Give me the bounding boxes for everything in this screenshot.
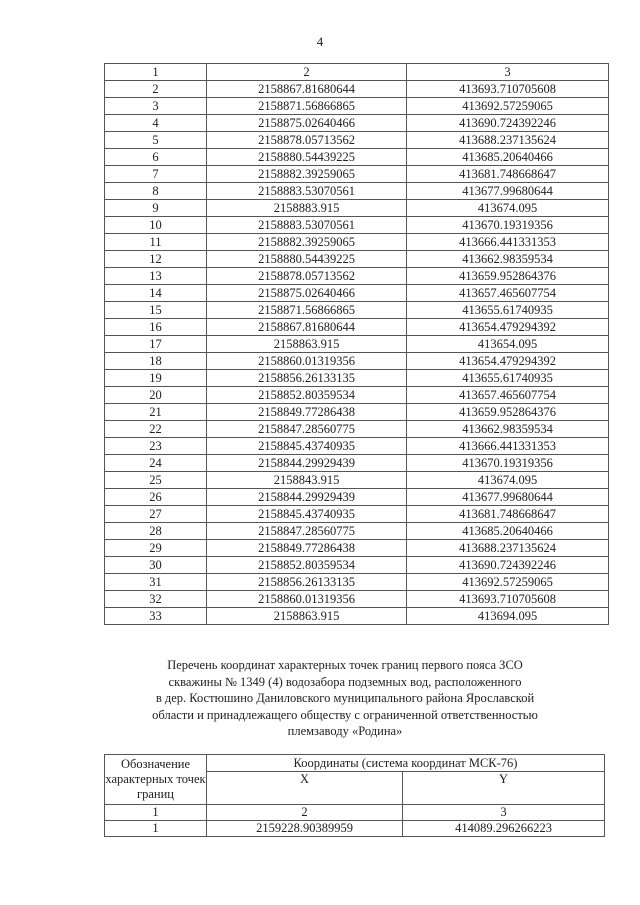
point-number-cell: 7 xyxy=(105,166,207,183)
y-coordinate-cell: 413657.465607754 xyxy=(407,285,609,302)
point-number-cell: 17 xyxy=(105,336,207,353)
y-coordinate-cell: 413677.99680644 xyxy=(407,183,609,200)
point-number-cell: 27 xyxy=(105,506,207,523)
x-coordinate-cell: 2158845.43740935 xyxy=(207,438,407,455)
index-cell: 1 xyxy=(105,805,207,821)
table-row xyxy=(105,268,609,285)
table-row xyxy=(105,821,605,837)
y-coordinate-cell: 413659.952864376 xyxy=(407,404,609,421)
y-coordinate-cell: 413655.61740935 xyxy=(407,302,609,319)
table-row xyxy=(105,234,609,251)
x-coordinate-cell: 2158844.29929439 xyxy=(207,489,407,506)
table-row xyxy=(105,506,609,523)
point-number-cell: 11 xyxy=(105,234,207,251)
table-row xyxy=(105,353,609,370)
point-number-cell: 25 xyxy=(105,472,207,489)
caption-line: племзаводу «Родина» xyxy=(287,724,403,738)
table-row xyxy=(105,336,609,353)
caption-line: скважины № 1349 (4) водозабора подземных вод, расположенного xyxy=(168,674,522,689)
point-number-cell: 32 xyxy=(105,591,207,608)
y-coordinate-cell: 413662.98359534 xyxy=(407,251,609,268)
table-row xyxy=(105,557,609,574)
table-row xyxy=(105,115,609,132)
y-coordinate-cell: 413654.479294392 xyxy=(407,353,609,370)
y-coordinate-cell: 413693.710705608 xyxy=(407,81,609,98)
table-row xyxy=(105,166,609,183)
table-row xyxy=(105,217,609,234)
caption-line: Перечень координат характерных точек границ первого пояса ЗСО xyxy=(167,658,523,672)
index-cell: 3 xyxy=(403,805,605,821)
x-coordinate-cell: 2158847.28560775 xyxy=(207,421,407,438)
page-number: 4 xyxy=(316,34,324,49)
x-coordinate-cell: 2158883.915 xyxy=(207,200,407,217)
point-number-cell: 15 xyxy=(105,302,207,319)
point-number-cell: 31 xyxy=(105,574,207,591)
point-number-cell: 33 xyxy=(105,608,207,625)
y-coordinate-cell: 413666.441331353 xyxy=(407,234,609,251)
table-row xyxy=(105,319,609,336)
table-row xyxy=(105,540,609,557)
y-coordinate-cell: 413692.57259065 xyxy=(407,574,609,591)
table-row xyxy=(105,574,609,591)
table-row xyxy=(105,608,609,625)
y-coordinate-cell: 414089.296266223 xyxy=(403,821,605,837)
table-row xyxy=(105,438,609,455)
point-number-cell: 18 xyxy=(105,353,207,370)
coordinate-system-header: Координаты (система координат МСК-76) xyxy=(207,755,605,772)
x-coordinate-cell: 2158849.77286438 xyxy=(207,404,407,421)
y-header: Y xyxy=(403,772,605,805)
x-coordinate-cell: 2158871.56866865 xyxy=(207,98,407,115)
y-coordinate-cell: 413692.57259065 xyxy=(407,98,609,115)
column-index-cell: 3 xyxy=(407,64,609,81)
x-coordinate-cell: 2158878.05713562 xyxy=(207,132,407,149)
y-coordinate-cell: 413688.237135624 xyxy=(407,540,609,557)
y-coordinate-cell: 413654.479294392 xyxy=(407,319,609,336)
x-header: X xyxy=(207,772,403,805)
point-number-cell: 3 xyxy=(105,98,207,115)
y-coordinate-cell: 413681.748668647 xyxy=(407,506,609,523)
table-row xyxy=(105,489,609,506)
table-row xyxy=(105,98,609,115)
table-row xyxy=(105,455,609,472)
table-row xyxy=(105,200,609,217)
point-number-cell: 21 xyxy=(105,404,207,421)
table-row xyxy=(105,285,609,302)
table-caption xyxy=(95,657,595,740)
table-row xyxy=(105,591,609,608)
table-row xyxy=(105,370,609,387)
point-number-cell: 24 xyxy=(105,455,207,472)
y-coordinate-cell: 413654.095 xyxy=(407,336,609,353)
x-coordinate-cell: 2158867.81680644 xyxy=(207,319,407,336)
x-coordinate-cell: 2158883.53070561 xyxy=(207,217,407,234)
y-coordinate-cell: 413693.710705608 xyxy=(407,591,609,608)
table-row xyxy=(105,81,609,98)
point-number-cell: 5 xyxy=(105,132,207,149)
y-coordinate-cell: 413685.20640466 xyxy=(407,149,609,166)
point-number-cell: 2 xyxy=(105,81,207,98)
table-row xyxy=(105,149,609,166)
x-coordinate-cell: 2158880.54439225 xyxy=(207,149,407,166)
point-number-cell: 16 xyxy=(105,319,207,336)
table-row xyxy=(105,404,609,421)
coordinates-table xyxy=(104,63,609,625)
y-coordinate-cell: 413662.98359534 xyxy=(407,421,609,438)
point-number-cell: 4 xyxy=(105,115,207,132)
x-coordinate-cell: 2158849.77286438 xyxy=(207,540,407,557)
point-number-cell: 19 xyxy=(105,370,207,387)
point-number-cell: 28 xyxy=(105,523,207,540)
y-coordinate-cell: 413657.465607754 xyxy=(407,387,609,404)
x-coordinate-cell: 2158883.53070561 xyxy=(207,183,407,200)
y-coordinate-cell: 413655.61740935 xyxy=(407,370,609,387)
table-row xyxy=(105,183,609,200)
point-number-cell: 6 xyxy=(105,149,207,166)
y-coordinate-cell: 413670.19319356 xyxy=(407,217,609,234)
x-coordinate-cell: 2158863.915 xyxy=(207,336,407,353)
x-coordinate-cell: 2158860.01319356 xyxy=(207,591,407,608)
y-coordinate-cell: 413690.724392246 xyxy=(407,557,609,574)
x-coordinate-cell: 2159228.90389959 xyxy=(207,821,403,837)
point-number-cell: 14 xyxy=(105,285,207,302)
point-number-cell: 30 xyxy=(105,557,207,574)
point-number-cell: 1 xyxy=(105,821,207,837)
x-coordinate-cell: 2158847.28560775 xyxy=(207,523,407,540)
point-number-cell: 26 xyxy=(105,489,207,506)
table-row xyxy=(105,472,609,489)
x-coordinate-cell: 2158867.81680644 xyxy=(207,81,407,98)
point-number-cell: 29 xyxy=(105,540,207,557)
x-coordinate-cell: 2158878.05713562 xyxy=(207,268,407,285)
caption-line: области и принадлежащего обществу с ограниченной ответственностью xyxy=(152,707,538,722)
zone-coordinates-table xyxy=(104,754,605,837)
x-coordinate-cell: 2158871.56866865 xyxy=(207,302,407,319)
table-row xyxy=(105,132,609,149)
table-row xyxy=(105,421,609,438)
x-coordinate-cell: 2158845.43740935 xyxy=(207,506,407,523)
point-number-cell: 12 xyxy=(105,251,207,268)
table-row xyxy=(105,302,609,319)
y-coordinate-cell: 413674.095 xyxy=(407,200,609,217)
point-number-cell: 8 xyxy=(105,183,207,200)
x-coordinate-cell: 2158875.02640466 xyxy=(207,285,407,302)
table-header-row xyxy=(105,64,609,81)
table-row xyxy=(105,523,609,540)
x-coordinate-cell: 2158843.915 xyxy=(207,472,407,489)
x-coordinate-cell: 2158875.02640466 xyxy=(207,115,407,132)
column-index-cell: 2 xyxy=(207,64,407,81)
table-row xyxy=(105,251,609,268)
x-coordinate-cell: 2158856.26133135 xyxy=(207,574,407,591)
point-number-cell: 13 xyxy=(105,268,207,285)
y-coordinate-cell: 413688.237135624 xyxy=(407,132,609,149)
y-coordinate-cell: 413694.095 xyxy=(407,608,609,625)
x-coordinate-cell: 2158852.80359534 xyxy=(207,557,407,574)
x-coordinate-cell: 2158882.39259065 xyxy=(207,234,407,251)
table-row xyxy=(105,387,609,404)
y-coordinate-cell: 413681.748668647 xyxy=(407,166,609,183)
x-coordinate-cell: 2158863.915 xyxy=(207,608,407,625)
y-coordinate-cell: 413659.952864376 xyxy=(407,268,609,285)
column-index-cell: 1 xyxy=(105,64,207,81)
x-coordinate-cell: 2158852.80359534 xyxy=(207,387,407,404)
x-coordinate-cell: 2158880.54439225 xyxy=(207,251,407,268)
point-number-cell: 23 xyxy=(105,438,207,455)
point-number-cell: 9 xyxy=(105,200,207,217)
y-coordinate-cell: 413677.99680644 xyxy=(407,489,609,506)
x-coordinate-cell: 2158882.39259065 xyxy=(207,166,407,183)
caption-line: в дер. Костюшино Даниловского муниципального района Ярославской xyxy=(155,691,535,705)
y-coordinate-cell: 413666.441331353 xyxy=(407,438,609,455)
point-number-cell: 10 xyxy=(105,217,207,234)
point-number-cell: 22 xyxy=(105,421,207,438)
point-number-cell: 20 xyxy=(105,387,207,404)
x-coordinate-cell: 2158844.29929439 xyxy=(207,455,407,472)
y-coordinate-cell: 413674.095 xyxy=(407,472,609,489)
point-label-header: Обозначение характерных точек границ xyxy=(105,755,207,805)
x-coordinate-cell: 2158860.01319356 xyxy=(207,353,407,370)
y-coordinate-cell: 413685.20640466 xyxy=(407,523,609,540)
y-coordinate-cell: 413670.19319356 xyxy=(407,455,609,472)
index-cell: 2 xyxy=(207,805,403,821)
x-coordinate-cell: 2158856.26133135 xyxy=(207,370,407,387)
y-coordinate-cell: 413690.724392246 xyxy=(407,115,609,132)
